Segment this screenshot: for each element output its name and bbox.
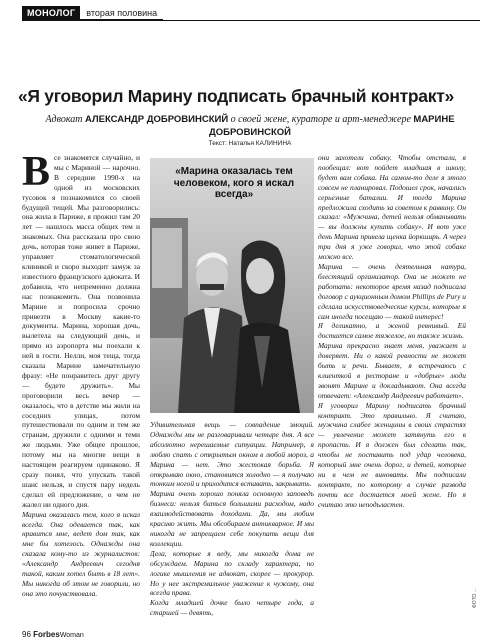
- lead-name-2: МАРИНЕ ДОБРОВИНСКОЙ: [208, 114, 455, 138]
- col2-paragraph-4: Когда младшей дочке было четыре года, а старшей — девять,: [150, 598, 314, 618]
- lead-paragraph: [30, 114, 470, 139]
- magazine-sub: Woman: [59, 632, 84, 639]
- article-column-1: [22, 153, 140, 623]
- rubric-label: МОНОЛОГ: [22, 6, 80, 20]
- vertical-photo-credit: [470, 430, 482, 610]
- lead-name-1: АЛЕКСАНДР ДОБРОВИНСКИЙ: [84, 114, 229, 125]
- vertical-credit-text: ФОТО ...: [472, 588, 478, 608]
- author-credit: Текст: Наталья КАЛИНИНА: [208, 140, 292, 147]
- lead-mid: о своей жене, куратоpе и арт-менеджере: [228, 114, 414, 125]
- col2-paragraph-1: Удивительная вещь — совпадение эмоций. Однажды мы не разговаривали четыре дня. А все абсолютно нерешаемые ситуации. Например, я люблю спать с открытым окном в любой мороз, а Марина — нет. Это жестокая борьба. Я открываю окно, становится холодно — я получаю тонким ногой и приходится вставать, закрывать.: [150, 420, 314, 489]
- magazine-brand: Forbes: [33, 630, 60, 639]
- article-column-2: [150, 420, 314, 623]
- headline: «Я уговорил Марину подписать брачный контракт»: [18, 86, 454, 106]
- rubric-rule: [22, 20, 480, 21]
- col1-paragraph-2: Марина оказалась тем, кого я искал всегда. Она одевается так, как нравится мне, ведет дом так, как мне бы хотелось. Однажды она сказала кому-то из журналистов: «Александр Андреевич сегодня такой, каким хотел быть в 18 лет». Мы никогда об этом не говорили, но она это почувствовала.: [22, 509, 140, 598]
- col2-paragraph-2: Марина очень хорошо поняла основную заповедь бизнеса: нельзя биться большими расходом, надо взаимодействовать доходами. Да, мы любим красиво жить. Мы обсобираем антикварное. И мы никогда не запрещаем себе покупать вещи для коллекции.: [150, 489, 314, 548]
- pull-quote: «Марина оказалась тем человеком, кого я искал всегда»: [173, 166, 295, 200]
- col3-paragraph-3: Я деликатно, а женой ревнивый. Ей достается самое тяжелое, но также жизнь.: [318, 321, 466, 341]
- article-column-3: [318, 153, 466, 623]
- page-footer: [22, 630, 84, 639]
- col1-paragraph-1: се знакомятся случайно, и мы с Мариной — нарочно. В середине 1990-х на одной из московских тусовок я познакомился со своей будущей тещей. Мы разговорились: она жила в Париже, я прожил там 20 лет — нашлось масса общих тем и знакомых. Она рассказала про свою дочь, которая тоже живет в Париже, управляет стоматологической клиникой и скоро выходит замуж за известного французского адвоката. И добавила, что непременно должна нас познакомить. Она позвонила Марине и попросила срочно привезти в Москву какие-то документы. Марина, хорошая дочь, вылетела на следующий день, и прямо из аэропорта мы поехали к ней в гости. Нелли, моя теща, тогда сказала Марине замечательную фразу: «Не понравитесь друг другу — будете дружить». Мы проговорили весь вечер — оказалось, что в детстве мы жили на соседних улицах, потом путешествовали по одним и тем же странам, дружили с одними и теми же людьми. Уже общее прошлое, потому мы на многие вещи в настоящем реагируем одинаково. Я сразу понял, что упускать такой шанс нельзя, и спустя пару недель сделал ей предложение, о чем не жалел ни одного дня.: [22, 153, 140, 509]
- page-number: 96: [22, 630, 31, 639]
- section-rubric: [22, 6, 163, 20]
- lead-pre: Адвокат: [45, 114, 85, 125]
- col3-paragraph-5: Я уговорил Марину подписать брачный контракт. Это правильно. Я считаю, мужчина слабее женщины в своих страстях — увлечение может затянуть его в пропасть. И я должен был сделать так, чтобы не поставить под удар человека, который мне очень дорог, и детей, которые ни в чем не виноваты. Мы подписали контракт, по которому в случае развода почти все достается моей жене. Но я считаю это неподьластен.: [318, 400, 466, 509]
- col3-paragraph-2: Марина — очень деятельная натура, блестящий организатор. Она не может не работать: некоторое время назад подписала договор с аукционным домом Phillips de Pury и сделала искусствоведческие курсы, которые я сам иногда посещаю — такой интерес!: [318, 261, 466, 321]
- col2-paragraph-3: Дела, которые я веду, мы никогда дома не обсуждаем. Марина по складу характера, по логике мышления не адвокат, скорее — прокурор. Но у нее экстремальное уважение к чужому, она всегда права.: [150, 548, 314, 598]
- drop-cap: В: [22, 153, 51, 195]
- rubric-section: вторая половина: [80, 6, 163, 20]
- col3-paragraph-4: Марина прекрасно знает меня, уважает и доверяет. Ни о какой ревности не может быть и речи. Бывает, я встречаюсь с клиенткой в ресторане и «добрые» люди звонят Марине и докладывают. Она всегда отвечает: «Александр Андреевич работает».: [318, 341, 466, 400]
- col3-paragraph-1: они захотели собаку. Чтобы отстали, я пообещал: вот пойдет младшая в школу, будет вам собака. На самом-то деле я этого совсем не планировал. Подошел срок, начались серьезные баталии. И тогда Марина предложила сходить за советом к раввину. Он сказал: «Мужчина, детей нельзя обманывать — вы должны купить собаку». И вот уже день Марина привела щенка йоркширь. А через три дня я уже говорил, что этой собаке можно все.: [318, 153, 466, 262]
